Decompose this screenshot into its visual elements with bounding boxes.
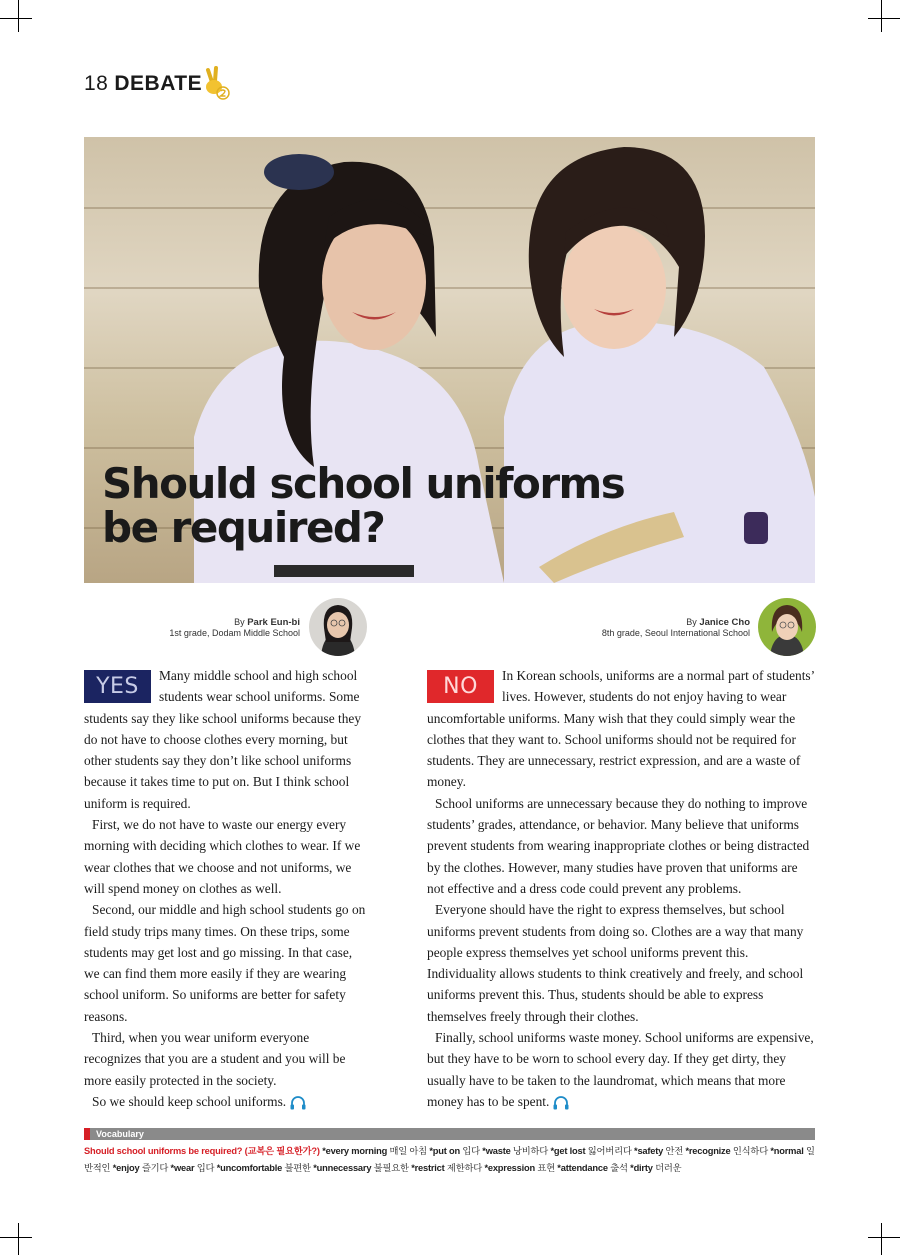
author-name: Janice Cho <box>699 617 750 628</box>
by-label: By <box>234 617 245 627</box>
page-header <box>84 72 202 96</box>
vocabulary-term: *enjoy <box>110 1163 140 1173</box>
crop-mark <box>868 1237 900 1238</box>
vocabulary-bar <box>84 1128 815 1140</box>
author-affiliation: 8th grade, Seoul International School <box>601 628 750 638</box>
paragraph: School uniforms are unnecessary because they do nothing to improve students’ grades, attendance, or behavior. Many believe that uniforms prevent students from wearing inappropriate clothes or being distracted by the clothes. However, many studies have proven that uniforms are not effective and a dress code could prevent any problems. <box>427 795 810 896</box>
vocabulary-meaning: 안전 <box>663 1146 684 1156</box>
vocabulary-item <box>632 1146 683 1156</box>
vocabulary-meaning: 잃어버리다 <box>585 1146 632 1156</box>
crop-mark <box>18 0 19 32</box>
crop-mark <box>18 1223 19 1255</box>
vocabulary-term: *put on <box>426 1146 460 1156</box>
by-label: By <box>686 617 697 627</box>
vocabulary-term: *expression <box>482 1163 535 1173</box>
yes-byline <box>169 617 300 639</box>
vocabulary-item <box>628 1163 682 1173</box>
vocabulary-term: *unnecessary <box>310 1163 372 1173</box>
avatar <box>758 598 816 656</box>
vocabulary-term: *uncomfortable <box>214 1163 283 1173</box>
headphones-icon[interactable] <box>552 1095 570 1111</box>
no-byline <box>602 617 750 639</box>
vocabulary-question: Should school uniforms be required? (교복은 필요한가?) <box>84 1146 320 1156</box>
vocabulary-meaning: 불편한 <box>282 1163 311 1173</box>
vocabulary-list <box>84 1143 817 1177</box>
vocabulary-accent <box>84 1128 90 1140</box>
paragraph: First, we do not have to waste our energy every morning with deciding which clothes to wear. If we wear clothes that we choose and not uniforms, we will spend money on clothes as well. <box>84 817 361 896</box>
vocabulary-meaning: 불필요한 <box>371 1163 409 1173</box>
title-line-2: be required? <box>102 503 385 552</box>
vocabulary-item <box>683 1146 768 1156</box>
crop-mark <box>0 18 32 19</box>
vocabulary-item <box>110 1163 168 1173</box>
vocabulary-label: Vocabulary <box>96 1129 144 1139</box>
vocabulary-term: *attendance <box>554 1163 608 1173</box>
author-name: Park Eun-bi <box>247 617 300 628</box>
no-column <box>427 665 815 1112</box>
title-line-1: Should school uniforms <box>102 459 625 508</box>
vocabulary-term: *dirty <box>627 1163 653 1173</box>
vocabulary-item <box>409 1163 482 1173</box>
vocabulary-item <box>214 1163 311 1173</box>
vocabulary-meaning: 즐기다 <box>139 1163 169 1173</box>
paragraph: Everyone should have the right to express themselves, but school uniforms prevent students from doing so. Clothes are a way that many people express themselves yet school uniforms prevent this. Individuality allows students to think creatively and freely, and school uniforms prevent this. Thus, students should be able to express themselves freely through their clothes. <box>427 902 804 1024</box>
vocabulary-meaning: 매일 아침 <box>387 1146 427 1156</box>
vocabulary-term: *normal <box>768 1146 804 1156</box>
headphones-icon[interactable] <box>289 1095 307 1111</box>
crop-mark <box>0 1237 32 1238</box>
vocabulary-term: *get lost <box>548 1146 586 1156</box>
vocabulary-term: *safety <box>631 1146 664 1156</box>
vocabulary-term: *restrict <box>408 1163 445 1173</box>
paragraph: In Korean schools, uniforms are a normal part of students’ lives. However, students do not enjoy having to wear uncomfortable uniforms. Many wish that they could simply wear the clothes that they want to. School uniforms should not be required for students. They are unnecessary, restrict expression, and are a waste of money. <box>427 668 815 790</box>
vocabulary-item <box>311 1163 409 1173</box>
victory-hand-icon <box>202 66 230 100</box>
vocabulary-meaning: 낭비하다 <box>510 1146 549 1156</box>
vocabulary-meaning: 표현 <box>534 1163 555 1173</box>
yes-column <box>84 665 368 1112</box>
crop-mark <box>868 18 900 19</box>
vocabulary-item <box>480 1146 548 1156</box>
vocabulary-meaning: 입다 <box>459 1146 480 1156</box>
vocabulary-meaning: 일반적인 <box>84 1146 815 1173</box>
vocabulary-term: *recognize <box>683 1146 731 1156</box>
vocabulary-meaning: 출석 <box>607 1163 628 1173</box>
vocabulary-meaning: 제한하다 <box>444 1163 483 1173</box>
avatar <box>309 598 367 656</box>
yes-tag: YES <box>84 670 151 703</box>
paragraph: Many middle school and high school students wear school uniforms. Some students say they like school uniforms because they do not have to choose clothes every morning, but other students say they don’t like school uniforms because it takes time to put on. But I think school uniform is required. <box>84 668 362 811</box>
paragraph: Second, our middle and high school students go on field study trips many times. On these trips, some students may get lost and go missing. In that case, we can find them more easily if they are wearing school uniform. So uniforms are better for safety reasons. <box>84 902 366 1024</box>
vocabulary-term: *waste <box>479 1146 511 1156</box>
vocabulary-item <box>548 1146 632 1156</box>
paragraph-last <box>84 1091 368 1112</box>
paragraph-text: Finally, school uniforms waste money. School uniforms are expensive, but they have to be worn to school every day. If they get dirty, they usually have to be taken to the laundromat, which means that more money has to be spent. <box>427 1030 814 1109</box>
vocabulary-item <box>168 1163 214 1173</box>
author-affiliation: 1st grade, Dodam Middle School <box>169 628 300 638</box>
paragraph: Third, when you wear uniform everyone recognizes that you are a student and you will be more easily protected in the society. <box>84 1030 346 1088</box>
paragraph-last <box>427 1027 815 1112</box>
page-number: 18 <box>84 72 109 95</box>
vocabulary-item <box>427 1146 480 1156</box>
vocabulary-meaning: 인식하다 <box>730 1146 768 1156</box>
vocabulary-meaning: 입다 <box>194 1163 215 1173</box>
crop-mark <box>881 1223 882 1255</box>
vocabulary-item <box>482 1163 555 1173</box>
vocabulary-item <box>555 1163 628 1173</box>
paragraph-text: So we should keep school uniforms. <box>92 1093 287 1109</box>
article-title <box>102 459 625 552</box>
no-tag: NO <box>427 670 494 703</box>
vocabulary-term: *every morning <box>322 1146 388 1156</box>
crop-mark <box>881 0 882 32</box>
vocabulary-term: *wear <box>168 1163 195 1173</box>
section-title: DEBATE <box>114 72 203 95</box>
vocabulary-meaning: 더러운 <box>652 1163 682 1173</box>
vocabulary-item <box>322 1146 427 1156</box>
